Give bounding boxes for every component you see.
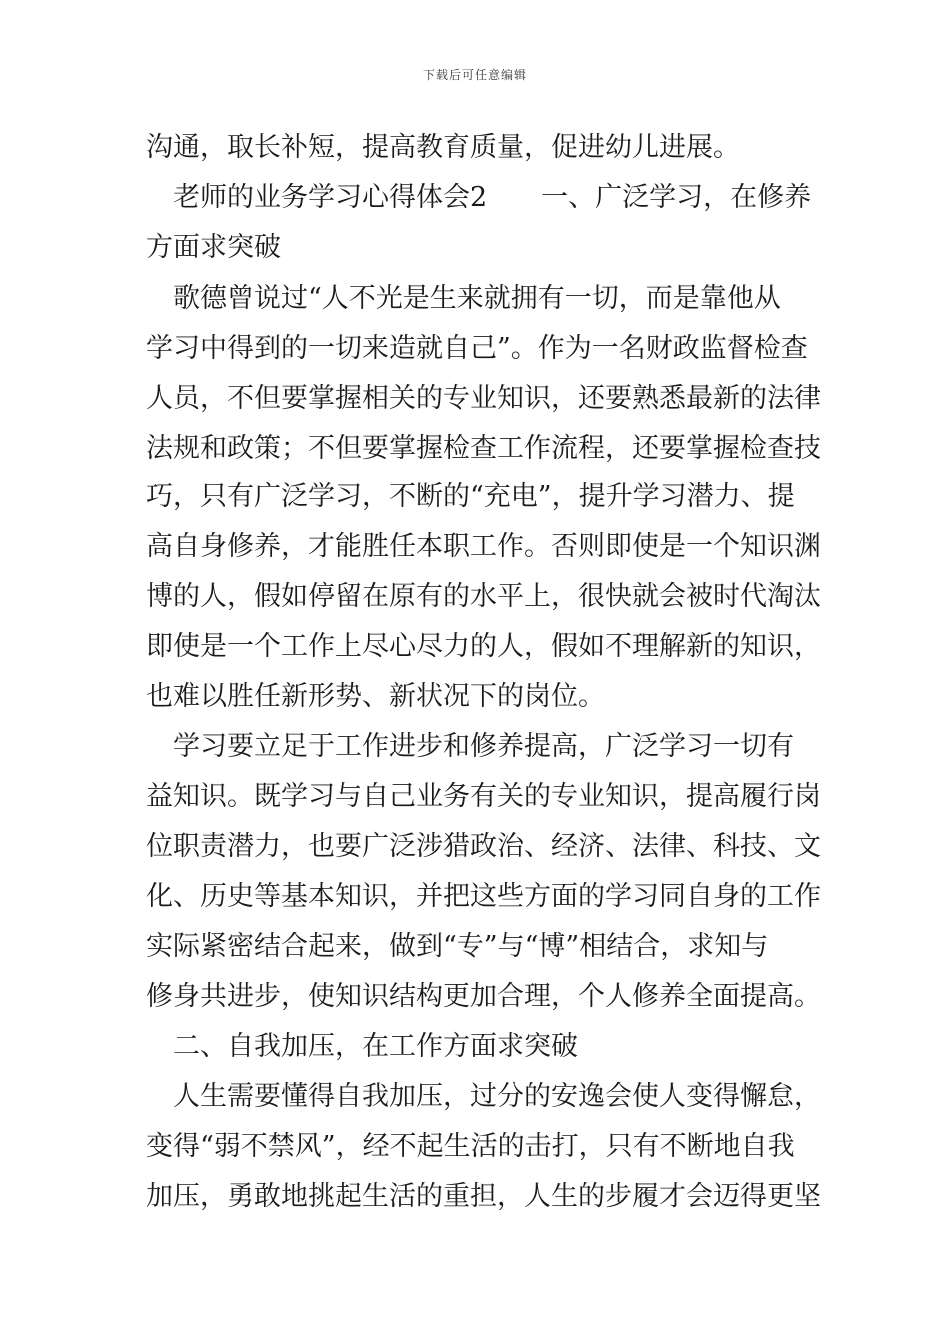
text-line: 高自身修养，才能胜任本职工作。否则即使是一个知识渊 [146, 531, 821, 562]
text-line: 老师的业务学习心得体会2 一、广泛学习，在修养 [146, 182, 812, 213]
text-line: 二、自我加压，在工作方面求突破 [146, 1031, 578, 1062]
text-line: 加压，勇敢地挑起生活的重担，人生的步履才会迈得更坚 [146, 1181, 821, 1212]
text-line: 实际紧密结合起来，做到“专”与“博”相结合，求知与 [146, 931, 769, 962]
text-line: 歌德曾说过“人不光是生来就拥有一切，而是靠他从 [146, 283, 781, 314]
text-line: 化、历史等基本知识，并把这些方面的学习同自身的工作 [146, 881, 821, 912]
text-line: 沟通，取长补短，提高教育质量，促进幼儿进展。 [146, 132, 740, 163]
text-line: 人生需要懂得自我加压，过分的安逸会使人变得懈怠， [146, 1081, 821, 1112]
text-line: 修身共进步，使知识结构更加合理，个人修养全面提高。 [146, 981, 821, 1012]
text-line: 位职责潜力，也要广泛涉猎政治、经济、法律、科技、文 [146, 831, 821, 862]
text-line: 也难以胜任新形势、新状况下的岗位。 [146, 681, 605, 712]
text-line: 人员，不但要掌握相关的专业知识，还要熟悉最新的法律 [146, 383, 821, 414]
text-line: 益知识。既学习与自己业务有关的专业知识，提高履行岗 [146, 781, 821, 812]
text-line: 巧，只有广泛学习，不断的“充电”，提升学习潜力、提 [146, 481, 795, 512]
text-line: 学习要立足于工作进步和修养提高，广泛学习一切有 [146, 731, 794, 762]
text-line: 法规和政策；不但要掌握检查工作流程，还要掌握检查技 [146, 433, 821, 464]
page-header: 下载后可任意编辑 [422, 68, 527, 82]
text-line: 方面求突破 [146, 232, 281, 263]
text-line: 变得“弱不禁风”，经不起生活的击打，只有不断地自我 [146, 1131, 795, 1162]
text-line: 即使是一个工作上尽心尽力的人，假如不理解新的知识， [146, 631, 821, 662]
text-line: 学习中得到的一切来造就自己”。作为一名财政监督检查 [146, 333, 808, 364]
text-line: 博的人，假如停留在原有的水平上，很快就会被时代淘汰 [146, 581, 821, 612]
